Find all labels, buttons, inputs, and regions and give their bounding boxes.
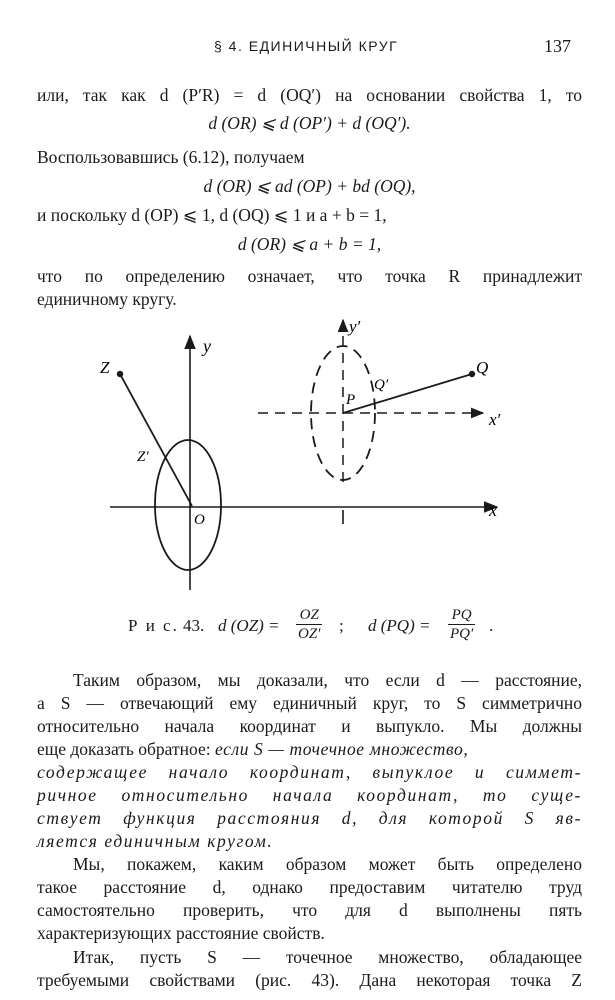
label-y: y [203,336,211,356]
running-head: § 4. ЕДИНИЧНЫЙ КРУГ [214,38,399,54]
figure-43 [0,310,615,600]
segment-pq [343,374,472,413]
paragraph-2-line-2: такое расстояние d, однако предоставим читателю труд [37,877,582,897]
paragraph-1-line-4 [37,738,582,760]
fraction-denominator: PQ′ [450,626,474,642]
label-q: Q [476,358,489,377]
point-q [469,371,475,377]
label-x-prime: x′ [489,410,501,429]
label-x: x [489,500,497,520]
paragraph-1-line-5: содержащее начало координат, выпуклое и симмет- [37,762,582,782]
text-line-1: или, так как d (P′R) = d (OQ′) на основании свойства 1, то [37,85,582,105]
unit-circle-o [155,440,221,570]
paragraph-1-line-4-italic: если S — точечное множество, [214,739,469,759]
paragraph-3-line-2: требуемыми свойствами (рис. 43). Дана некоторая точка Z [37,970,582,990]
label-z: Z [100,358,110,377]
formula-line-6: d (OR) ⩽ a + b = 1, [237,234,382,254]
caption-separator: ; [339,616,344,635]
paragraph-1-line-3: относительно начала координат и выпукло. Мы должны [37,716,582,736]
paragraph-1-line-1: Таким образом, мы доказали, что если d — расстояние, [73,670,582,690]
text-line-3: Воспользовавшись (6.12), получаем [37,147,305,167]
paragraph-2-line-1: Мы, покажем, каким образом может быть определено [73,854,582,874]
caption-fraction-oz [296,606,322,643]
formula-line-4: d (OR) ⩽ ad (OP) + bd (OQ), [203,176,416,196]
figure-caption [0,604,615,650]
caption-end: . [489,616,494,635]
caption-label: Р и с. [128,616,179,635]
label-y-prime: y′ [349,317,361,336]
paragraph-2-line-4: характеризующих расстояние свойств. [37,923,325,943]
page-header [0,36,615,60]
paragraph-1-line-6: ричное относительно начала координат, то суще- [37,785,582,805]
paragraph-3-line-1: Итак, пусть S — точечное множество, обладающее [73,947,582,967]
paragraph-1-line-7: ствует функция расстояния d, для которой S яв- [37,808,582,828]
formula-line-2: d (OR) ⩽ d (OP′) + d (OQ′). [208,113,411,133]
paragraph-1-line-8: ляется единичным кругом. [37,831,274,851]
fraction-denominator: OZ′ [298,626,321,642]
caption-number: 43. [183,616,205,635]
label-q-prime: Q′ [374,377,389,393]
text-line-8: единичному кругу. [37,289,177,309]
caption-d-oz: d (OZ) = [218,616,280,635]
fraction-numerator: PQ [448,606,475,625]
label-p: P [346,392,356,408]
page-number: 137 [544,36,571,56]
paragraph-1-line-2: а S — отвечающий ему единичный круг, то S симметрично [37,693,582,713]
label-o: O [194,512,205,528]
point-z [117,371,123,377]
text-line-5: и поскольку d (OP) ⩽ 1, d (OQ) ⩽ 1 и a + b = 1, [37,205,387,225]
caption-d-pq: d (PQ) = [368,616,431,635]
caption-fraction-pq [448,606,475,643]
paragraph-1-line-4-text: еще доказать обратное: [37,739,211,759]
fraction-numerator: OZ [296,606,322,625]
label-z-prime: Z′ [137,449,149,465]
text-line-7: что по определению означает, что точка R принадлежит [37,266,582,286]
paragraph-2-line-3: самостоятельно проверить, что для d выполнены пять [37,900,582,920]
